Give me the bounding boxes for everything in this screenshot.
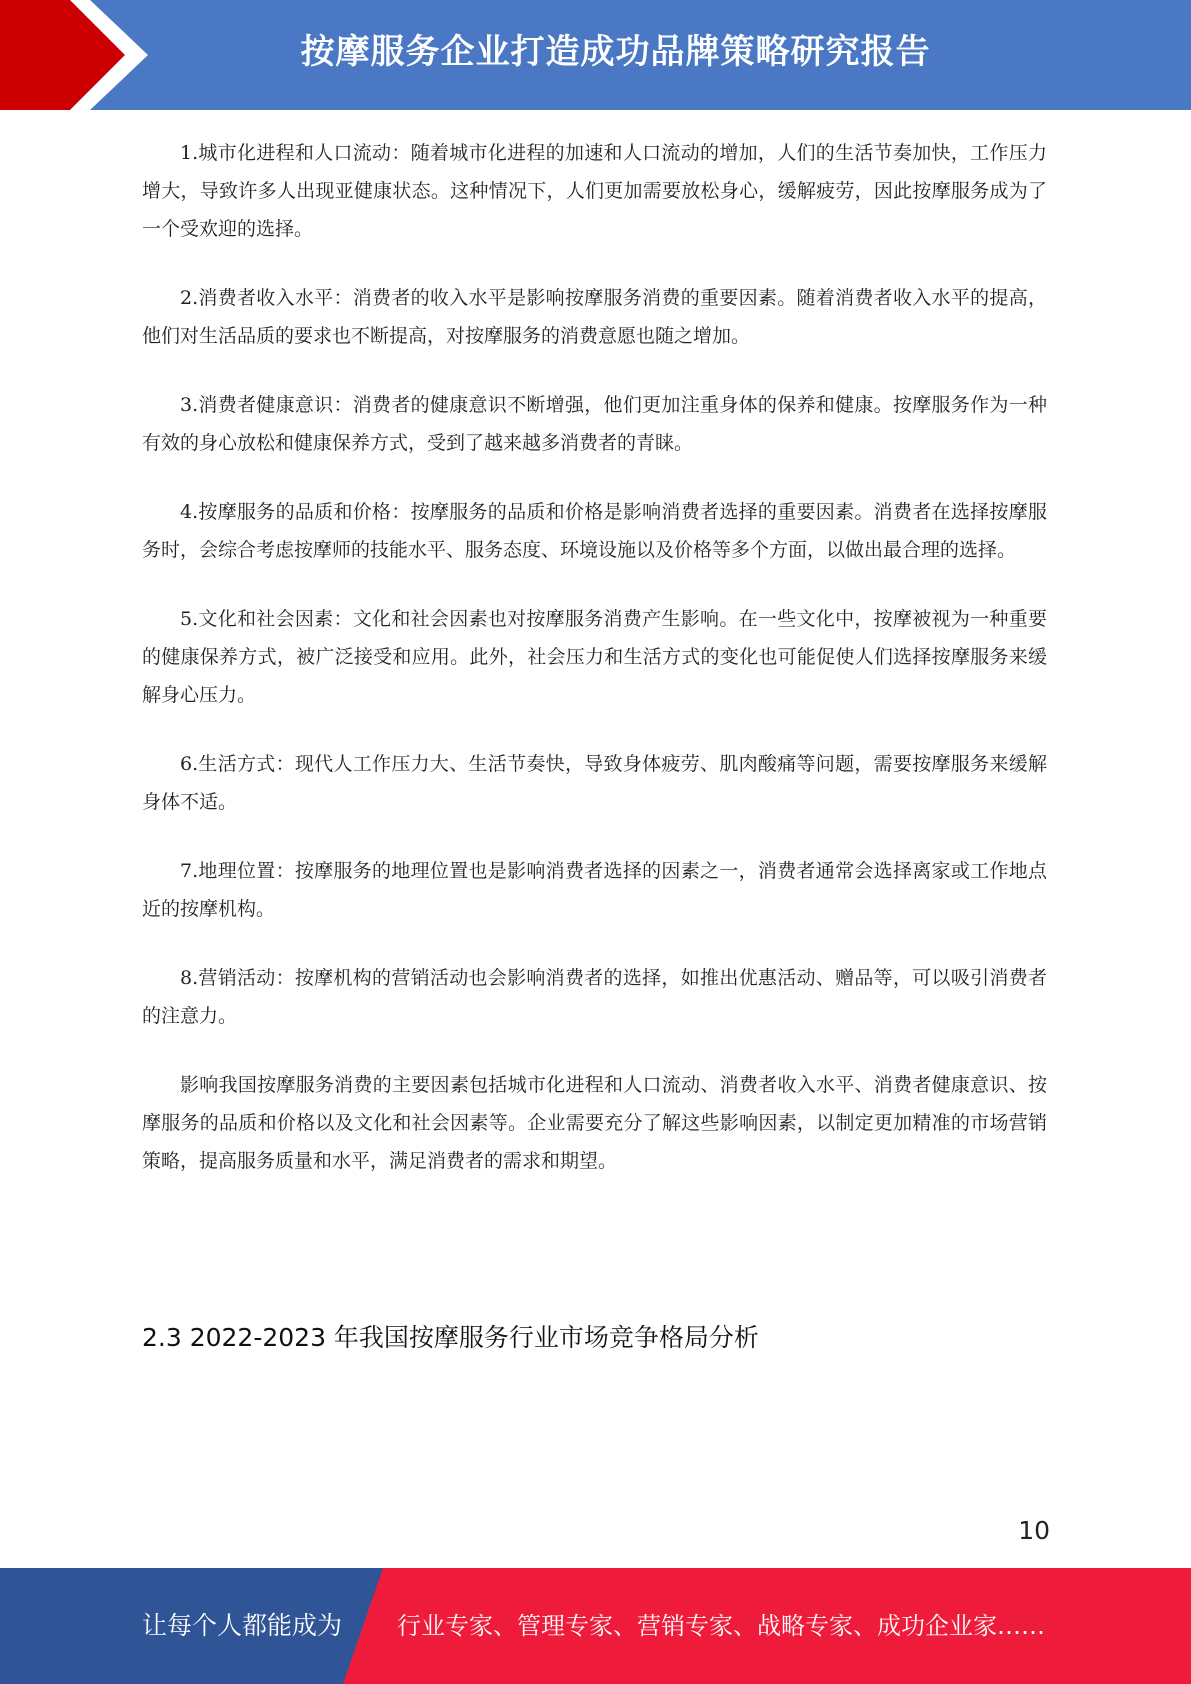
paragraph-quality-price: 4.按摩服务的品质和价格：按摩服务的品质和价格是影响消费者选择的重要因素。消费者在选择按摩服务时，会综合考虑按摩师的技能水平、服务态度、环境设施以及价格等多个方面，以做出最合理的选择。 bbox=[142, 501, 1047, 561]
paragraph-health-awareness: 3.消费者健康意识：消费者的健康意识不断增强，他们更加注重身体的保养和健康。按摩服务作为一种有效的身心放松和健康保养方式，受到了越来越多消费者的青睐。 bbox=[142, 394, 1047, 454]
section-heading: 2.3 2022-2023 年我国按摩服务行业市场竞争格局分析 bbox=[142, 1323, 759, 1352]
footer-slogan-left: 让每个人都能成为 bbox=[142, 1611, 343, 1640]
header-chevron-decoration bbox=[0, 0, 160, 110]
page-header bbox=[0, 0, 1191, 110]
paragraph-urbanization: 1.城市化进程和人口流动：随着城市化进程的加速和人口流动的增加，人们的生活节奏加快，工作压力增大，导致许多人出现亚健康状态。这种情况下，人们更加需要放松身心，缓解疲劳，因此按摩服务成为了一个受欢迎的选择。 bbox=[142, 142, 1047, 240]
page-footer bbox=[0, 1568, 1191, 1684]
document-body bbox=[142, 134, 1047, 1211]
paragraph-marketing: 8.营销活动：按摩机构的营销活动也会影响消费者的选择，如推出优惠活动、赠品等，可以吸引消费者的注意力。 bbox=[142, 967, 1047, 1027]
paragraph-income: 2.消费者收入水平：消费者的收入水平是影响按摩服务消费的重要因素。随着消费者收入水平的提高，他们对生活品质的要求也不断提高，对按摩服务的消费意愿也随之增加。 bbox=[142, 287, 1047, 347]
document-title: 按摩服务企业打造成功品牌策略研究报告 bbox=[300, 32, 931, 72]
page-number: 10 bbox=[1018, 1516, 1050, 1545]
paragraph-lifestyle: 6.生活方式：现代人工作压力大、生活节奏快，导致身体疲劳、肌肉酸痛等问题，需要按摩服务来缓解身体不适。 bbox=[142, 753, 1047, 813]
paragraph-location: 7.地理位置：按摩服务的地理位置也是影响消费者选择的因素之一，消费者通常会选择离家或工作地点近的按摩机构。 bbox=[142, 860, 1047, 920]
paragraph-culture-society: 5.文化和社会因素：文化和社会因素也对按摩服务消费产生影响。在一些文化中，按摩被视为一种重要的健康保养方式，被广泛接受和应用。此外，社会压力和生活方式的变化也可能促使人们选择按摩服务来缓解身心压力。 bbox=[142, 608, 1047, 706]
footer-slogan-right: 行业专家、管理专家、营销专家、战略专家、成功企业家…… bbox=[397, 1612, 1045, 1640]
paragraph-summary: 影响我国按摩服务消费的主要因素包括城市化进程和人口流动、消费者收入水平、消费者健康意识、按摩服务的品质和价格以及文化和社会因素等。企业需要充分了解这些影响因素，以制定更加精准的市场营销策略，提高服务质量和水平，满足消费者的需求和期望。 bbox=[142, 1074, 1047, 1172]
